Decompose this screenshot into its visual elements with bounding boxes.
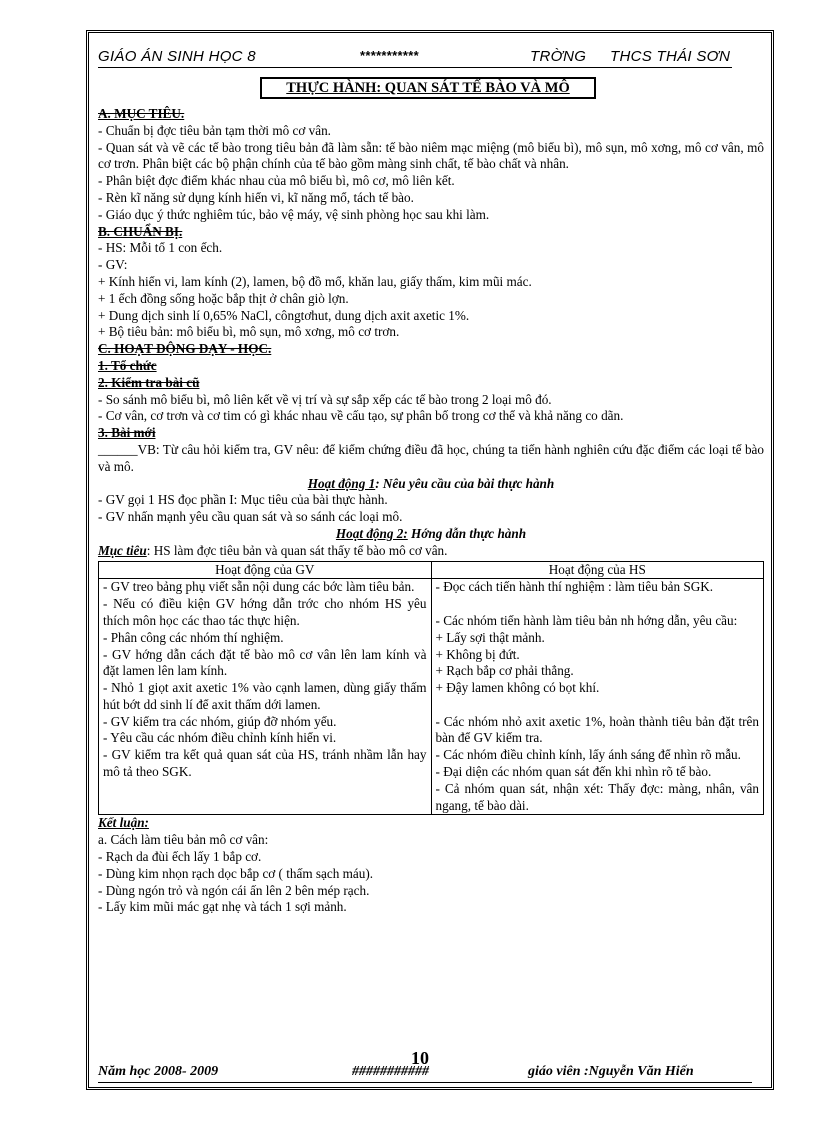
activity1-line: - GV nhấn mạnh yêu cầu quan sát và so sánh các loại mô. xyxy=(98,509,403,525)
hs-line: + Đậy lamen không có bọt khí. xyxy=(435,680,600,696)
table-header-hs: Hoạt động của HS xyxy=(431,561,764,579)
gv-line: - GV treo bảng phụ viết sẵn nội dung các bớc làm tiêu bản. xyxy=(103,579,415,595)
section-b-line: - HS: Mỗi tổ 1 con ếch. xyxy=(98,240,223,256)
hs-line: - Các nhóm nhỏ axit axetic 1%, hoàn thành tiêu bản đặt trên bàn để GV kiểm tra. xyxy=(435,713,759,746)
hs-line: - Đại diện các nhóm quan sát đến khi nhìn rõ tế bào. xyxy=(435,764,712,780)
gv-line: - Nếu có điều kiện GV hớng dẫn trớc cho nhóm HS yêu thích môn học các thao tác thực hiện. xyxy=(103,596,427,628)
table-header-row xyxy=(99,561,764,579)
section-a-line: - Quan sát và vẽ các tế bào trong tiêu bản đã làm sẵn: tế bào niêm mạc miệng (mô biểu bì), mô sụn, mô xơng, mô cơ vân, mô cơ trơn. Phân biệt các bộ phận chính của tế bào gồm màng sinh chất, tế bào chất và nhân. xyxy=(98,139,764,172)
gv-line: - GV hớng dẫn cách đặt tế bào mô cơ vân lên lam kính và đặt lamen lên lam kính. xyxy=(103,646,427,679)
gv-line: - Yêu cầu các nhóm điều chỉnh kính hiển vi. xyxy=(103,730,337,746)
footer-teacher: giáo viên :Nguyễn Văn Hiến xyxy=(528,1064,694,1079)
header-rule xyxy=(98,67,732,68)
activity1-label: Hoạt động 1 xyxy=(307,475,376,491)
hs-spacer xyxy=(436,697,760,714)
document-body xyxy=(98,106,764,916)
table-row xyxy=(99,579,764,815)
section-a-line: - Rèn kĩ năng sử dụng kính hiển vi, kĩ năng mổ, tách tế bào. xyxy=(98,189,414,205)
conclusion-heading: Kết luận: xyxy=(98,815,149,831)
section-b-line: + Bộ tiêu bản: mô biểu bì, mô sụn, mô xơng, mô cơ trơn. xyxy=(98,324,400,340)
table-cell-hs xyxy=(431,579,764,815)
footer-rule xyxy=(98,1082,752,1083)
hs-spacer xyxy=(436,596,760,613)
activity2-goal-label: Mục tiêu xyxy=(98,542,147,558)
activity2-goal xyxy=(98,543,764,560)
section-c-vb-line: ______VB: Từ câu hỏi kiểm tra, GV nêu: để kiểm chứng điều đã học, chúng ta tiến hành nghiên cứu đặc điểm các loại tế bào và mô. xyxy=(98,441,764,474)
header-school: THCS THÁI SƠN xyxy=(610,48,731,65)
section-a-line: - Giáo dục ý thức nghiêm túc, bảo vệ máy, vệ sinh phòng học sau khi làm. xyxy=(98,206,490,222)
activity2-goal-text: : HS làm đợc tiêu bản và quan sát thấy tế bào mô cơ vân. xyxy=(146,542,448,558)
gv-line: - Phân công các nhóm thí nghiệm. xyxy=(103,629,284,645)
section-c-sub2: 2. Kiểm tra bài cũ xyxy=(98,374,200,390)
section-a-line: - Phân biệt đợc điểm khác nhau của mô biểu bì, mô cơ, mô liên kết. xyxy=(98,173,455,189)
header-stars: *********** xyxy=(360,48,419,63)
section-a-heading: A. MỤC TIÊU. xyxy=(98,106,185,121)
activity2-label: Hoạt động 2: xyxy=(335,525,408,541)
section-c-sub1: 1. Tổ chức xyxy=(98,357,157,373)
footer-school-year: Năm học 2008- 2009 xyxy=(98,1064,219,1079)
table-cell-gv xyxy=(99,579,432,815)
table-header-gv: Hoạt động của GV xyxy=(99,561,432,579)
header-school-prefix: TRỜNG xyxy=(530,48,587,65)
section-b-line: + Kính hiển vi, lam kính (2), lamen, bộ đồ mổ, khăn lau, giấy thấm, kim mũi mác. xyxy=(98,273,532,289)
section-b-line: + 1 ếch đồng sống hoặc bắp thịt ở chân giò lợn. xyxy=(98,290,349,306)
section-c-sub2-line: - So sánh mô biểu bì, mô liên kết về vị trí và sự sắp xếp các tế bào trong 2 loại mô đó. xyxy=(98,391,552,407)
hs-line: - Các nhóm tiến hành làm tiêu bản nh hớng dẫn, yêu cầu: xyxy=(435,612,738,628)
activity1-heading xyxy=(98,476,764,493)
section-c-heading: C. HOẠT ĐỘNG DẠY - HỌC. xyxy=(98,341,272,357)
section-b-heading: B. CHUẨN BỊ. xyxy=(98,223,183,239)
page-number: 10 xyxy=(411,1048,429,1068)
conclusion-line: - Dùng kim nhọn rạch dọc bắp cơ ( thấm sạch máu). xyxy=(98,865,374,881)
gv-line: - Nhỏ 1 giọt axit axetic 1% vào cạnh lamen, dùng giấy thấm hút bớt dd sinh lí để axit thấm dới lamen. xyxy=(103,680,427,712)
section-a-line: - Chuẩn bị đợc tiêu bản tạm thời mô cơ vân. xyxy=(98,122,331,138)
activity2-heading xyxy=(98,526,764,543)
page-title: THỰC HÀNH: QUAN SÁT TẾ BÀO VÀ MÔ xyxy=(260,77,596,99)
conclusion-line: - Lấy kim mũi mác gạt nhẹ và tách 1 sợi mảnh. xyxy=(98,899,347,915)
section-c-sub2-line: - Cơ vân, cơ trơn và cơ tim có gì khác nhau về cấu tạo, sự phân bố trong cơ thể và khả năng co dãn. xyxy=(98,408,624,424)
hs-line: - Cả nhóm quan sát, nhận xét: Thấy đợc: màng, nhân, vân ngang, tế bào dài. xyxy=(435,780,759,813)
footer-hashes: ########### xyxy=(352,1064,429,1079)
hs-line: - Đọc cách tiến hành thí nghiệm : làm tiêu bản SGK. xyxy=(435,579,714,595)
gv-line: - GV kiểm tra các nhóm, giúp đỡ nhóm yếu. xyxy=(103,713,337,729)
conclusion-line: a. Cách làm tiêu bản mô cơ vân: xyxy=(98,832,269,848)
section-c-sub3: 3. Bài mới xyxy=(98,425,156,441)
section-b-line: + Dung dịch sinh lí 0,65% NaCl, côngtơhut, dung dịch axit axetic 1%. xyxy=(98,307,470,323)
activity1-title: : Nêu yêu cầu của bài thực hành xyxy=(375,475,555,491)
conclusion-line: - Dùng ngón trỏ và ngón cái ấn lên 2 bên mép rạch. xyxy=(98,882,370,898)
section-b-line: - GV: xyxy=(98,257,128,273)
header-subject: GIÁO ÁN SINH HỌC 8 xyxy=(98,48,256,65)
hs-line: - Các nhóm điều chỉnh kính, lấy ánh sáng để nhìn rõ mẫu. xyxy=(435,747,741,763)
gv-line: - GV kiểm tra kết quả quan sát của HS, tránh nhầm lẫn hay mô tả theo SGK. xyxy=(103,747,427,780)
conclusion-line: - Rạch da đùi ếch lấy 1 bắp cơ. xyxy=(98,849,262,865)
hs-line: + Rạch bắp cơ phải thẳng. xyxy=(435,663,574,679)
activity2-title: Hớng dẫn thực hành xyxy=(407,525,527,541)
activity1-line: - GV gọi 1 HS đọc phần I: Mục tiêu của bài thực hành. xyxy=(98,492,388,508)
activity-table xyxy=(98,561,764,816)
hs-line: + Không bị đứt. xyxy=(435,646,520,662)
hs-line: + Lấy sợi thật mảnh. xyxy=(435,629,545,645)
